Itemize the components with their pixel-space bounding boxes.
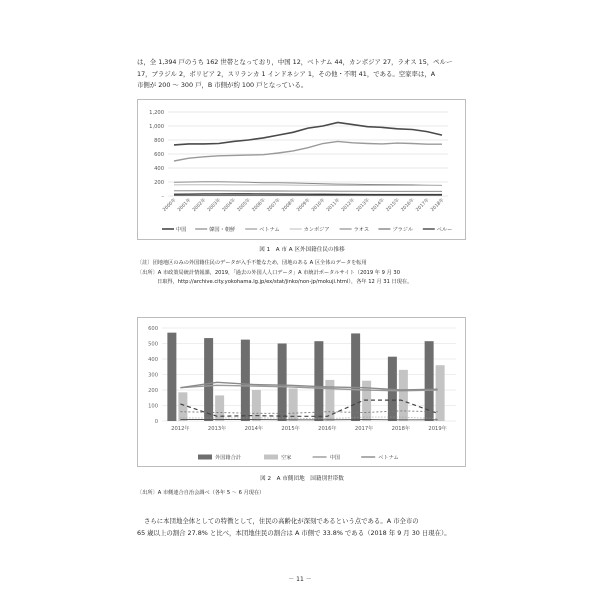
legend-label: 中国 bbox=[176, 227, 187, 233]
x-tick-label: 2017年 bbox=[415, 197, 431, 213]
x-tick-label: 2016年 bbox=[318, 426, 337, 432]
x-tick-label: 2014年 bbox=[244, 426, 264, 432]
legend-label: 空家 bbox=[281, 455, 292, 461]
y-tick-label: 600 bbox=[148, 326, 158, 332]
x-tick-label: 2005年 bbox=[236, 197, 252, 213]
y-tick-label: 100 bbox=[148, 403, 158, 410]
figure-1-source: 〔出所〕A 市政策局統計情報課，2019，「過去の外国人人口データ」A 市統計ポータルサイト（2019 年 9 月 30 bbox=[137, 269, 401, 276]
text-line: 65 歳以上の割合 27.8% と比べ，本団地住民の割合は A 市側で 33.8% である（2018 年 9 月 30 日現在）。 bbox=[137, 528, 451, 537]
figure-2-source: 〔出所〕A 市側連合自治会調べ（各年 5 ～ 6 月現在） bbox=[137, 490, 265, 496]
legend-label: ペルー bbox=[436, 227, 453, 233]
series-line bbox=[174, 194, 442, 195]
bar bbox=[241, 340, 250, 421]
x-tick-label: 2013年 bbox=[207, 426, 227, 432]
text-line: さらに本団地全体としての特徴として，住民の高齢化が深刻であるという点である。A 市全市の bbox=[144, 517, 419, 525]
bar bbox=[178, 392, 187, 421]
bar bbox=[167, 333, 176, 421]
x-tick-label: 2017年 bbox=[354, 426, 374, 432]
y-tick-label: 1,200 bbox=[149, 110, 164, 116]
x-tick-label: 2014年 bbox=[370, 197, 386, 213]
legend-label: 外国籍合計 bbox=[215, 455, 241, 461]
x-tick-label: 2011年 bbox=[326, 197, 342, 213]
legend-label: ベトナム bbox=[259, 227, 280, 233]
y-tick-label: 400 bbox=[148, 357, 158, 363]
series-line bbox=[174, 191, 442, 192]
y-tick-label: 200 bbox=[154, 180, 164, 186]
legend-label: カンボジア bbox=[303, 227, 330, 233]
x-tick-label: 2006年 bbox=[251, 197, 267, 213]
page-number: － 11 － bbox=[288, 576, 312, 583]
legend-label: ベトナム bbox=[378, 455, 399, 461]
y-tick-label: 400 bbox=[154, 166, 164, 172]
x-tick-label: 2018年 bbox=[430, 197, 446, 213]
top-paragraph bbox=[137, 57, 467, 92]
figure-2-svg bbox=[138, 318, 465, 466]
x-tick-label: 2001年 bbox=[177, 197, 193, 213]
x-tick-label: 2015年 bbox=[281, 426, 300, 432]
text-line: は，全 1,394 戸のうち 162 世帯となっており，中国 12，ベトナム 44，カンボジア 27，ラオス 15，ペルー bbox=[137, 58, 453, 66]
bar bbox=[314, 341, 323, 421]
legend-label: ブラジル bbox=[392, 227, 414, 233]
bar bbox=[436, 365, 445, 421]
x-tick-label: 2004年 bbox=[221, 197, 237, 213]
y-tick-label: 1,000 bbox=[149, 124, 164, 130]
x-tick-label: 2019年 bbox=[428, 426, 447, 432]
figure-1-chart bbox=[137, 99, 466, 240]
x-tick-label: 2018年 bbox=[391, 426, 411, 432]
figure-2-chart bbox=[137, 317, 466, 467]
x-tick-label: 2015年 bbox=[385, 197, 401, 213]
bar bbox=[362, 381, 371, 421]
figure-1-notes bbox=[137, 259, 467, 288]
text-line: 17，ブラジル 2，ボリビア 2，スリランカ 1 インドネシア 1，その他・不明 41，である。空家率は，A bbox=[137, 69, 436, 78]
y-tick-label: 200 bbox=[148, 388, 158, 394]
figure-1-svg bbox=[138, 100, 465, 239]
x-tick-label: 2010年 bbox=[311, 197, 327, 213]
x-tick-label: 2012年 bbox=[341, 197, 357, 213]
y-tick-label: 600 bbox=[154, 152, 164, 158]
x-tick-label: 2000年 bbox=[162, 197, 178, 213]
text-line: 市側が 200 ～ 300 戸，B 市側が約 100 戸となっている。 bbox=[137, 81, 308, 89]
y-tick-label: 500 bbox=[148, 341, 158, 348]
y-tick-label: 0 bbox=[154, 419, 158, 425]
y-tick-label: 300 bbox=[148, 372, 158, 379]
y-tick-label: – bbox=[161, 194, 164, 200]
figure-1-note: 〔註〕団地地区のみの外国籍住民のデータが入手不能なため，団地のある A 区全体のデータを転用 bbox=[137, 260, 367, 266]
bar bbox=[399, 370, 408, 421]
figure-2-notes bbox=[137, 489, 467, 499]
legend-label: 韓国・朝鮮 bbox=[209, 227, 236, 233]
bottom-paragraph bbox=[137, 516, 467, 539]
y-tick-label: 800 bbox=[154, 138, 164, 144]
x-tick-label: 2016年 bbox=[400, 197, 416, 213]
bar bbox=[278, 344, 287, 422]
x-tick-label: 2003年 bbox=[207, 197, 223, 213]
bar bbox=[325, 380, 334, 421]
legend-swatch bbox=[198, 455, 212, 460]
bar bbox=[351, 333, 360, 421]
figure-2-caption: 図 2 A 市側団地 国籍別世帯数 bbox=[260, 476, 344, 482]
x-tick-label: 2012年 bbox=[171, 426, 190, 432]
bar bbox=[204, 338, 213, 421]
figure-1-source-cont: 日取得，http://archive.city.yokohama.lg.jp/ex/stat/jinko/non-jp/mokuji.html），各年 12 月 31 日現在。 bbox=[157, 279, 413, 285]
x-tick-label: 2013年 bbox=[355, 197, 371, 213]
figure-1-caption: 図 1 A 市 A 区外国籍住民の推移 bbox=[259, 247, 345, 253]
x-tick-label: 2007年 bbox=[266, 197, 282, 213]
bar bbox=[252, 390, 261, 421]
x-tick-label: 2002年 bbox=[192, 197, 208, 213]
legend-swatch bbox=[264, 455, 278, 460]
bar bbox=[215, 395, 224, 421]
legend-label: ラオス bbox=[353, 227, 370, 233]
legend-label: 中国 bbox=[329, 455, 340, 461]
x-tick-label: 2009年 bbox=[296, 197, 312, 213]
x-tick-label: 2008年 bbox=[281, 197, 297, 213]
